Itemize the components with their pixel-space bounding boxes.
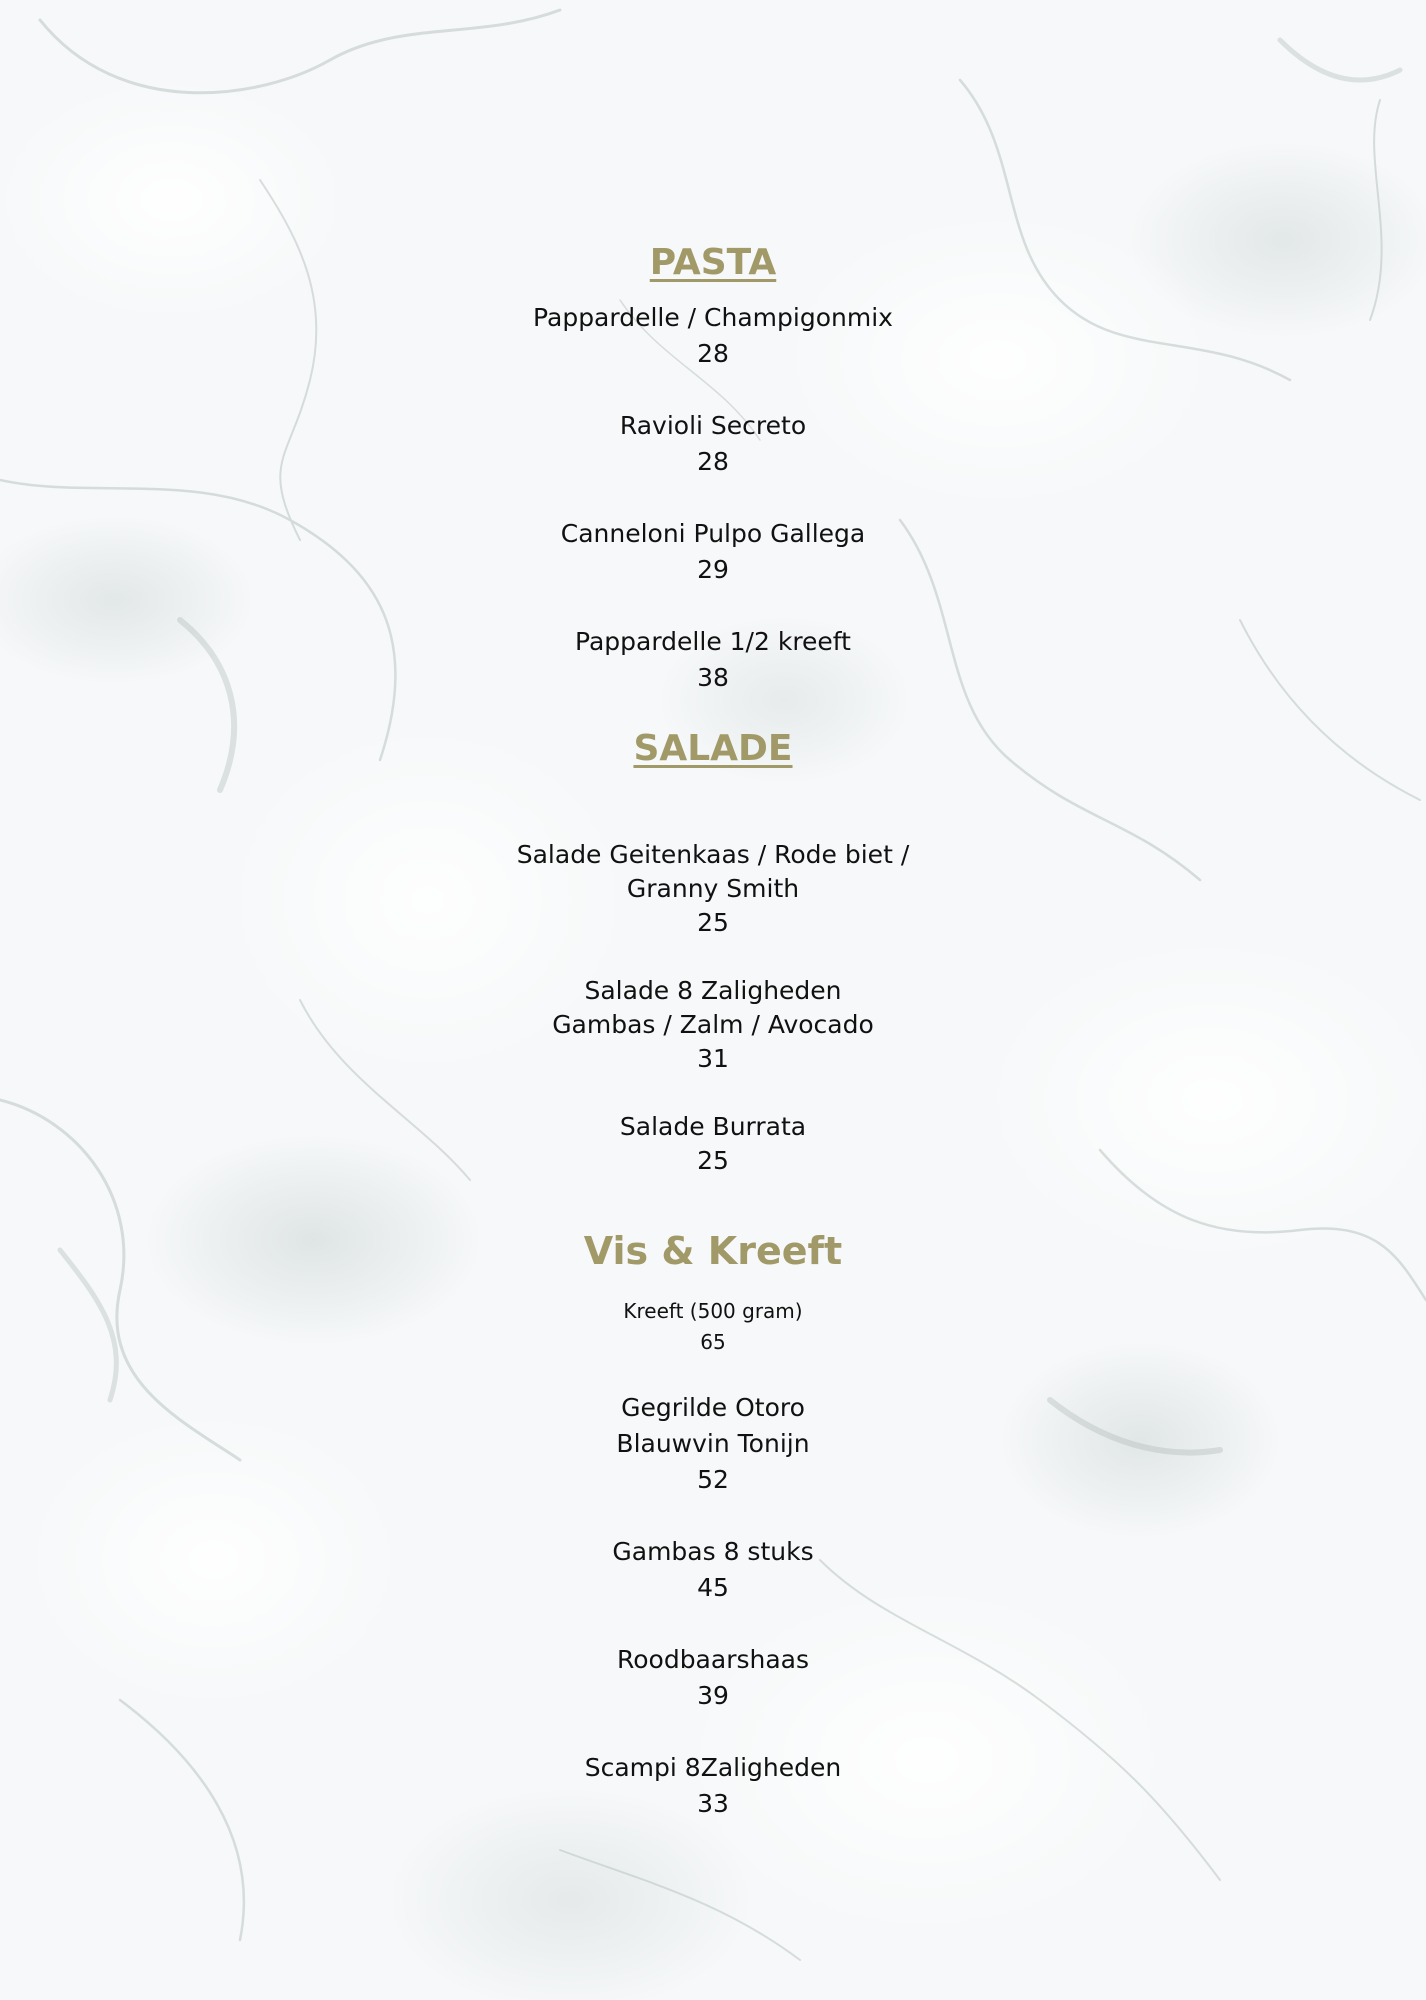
item-name: Pappardelle 1/2 kreeft <box>575 627 851 656</box>
section-title-salade: SALADE <box>633 728 793 769</box>
item-price: 39 <box>697 1681 729 1710</box>
menu-item <box>0 1642 1426 1714</box>
item-name-line: Salade 8 Zaligheden <box>584 976 842 1005</box>
menu-item <box>0 1534 1426 1606</box>
menu <box>0 240 1426 1822</box>
item-name-line: Granny Smith <box>626 874 800 903</box>
section-title-vis-kreeft: Vis & Kreeft <box>583 1229 843 1273</box>
menu-item <box>0 300 1426 372</box>
menu-item <box>0 1296 1426 1358</box>
menu-item <box>0 974 1426 1076</box>
item-name: Pappardelle / Champigonmix <box>533 303 893 332</box>
menu-item <box>0 624 1426 696</box>
item-price: 28 <box>697 339 729 368</box>
item-name: Gambas 8 stuks <box>612 1537 814 1566</box>
section-title-pasta: PASTA <box>649 242 777 283</box>
item-name: Scampi 8Zaligheden <box>584 1753 842 1782</box>
item-price: 45 <box>697 1573 729 1602</box>
item-price: 31 <box>697 1044 729 1073</box>
item-name-line: Blauwvin Tonijn <box>616 1429 810 1458</box>
menu-item <box>0 1750 1426 1822</box>
item-price: 29 <box>697 555 729 584</box>
item-price: 52 <box>697 1465 729 1494</box>
item-name: Roodbaarshaas <box>616 1645 810 1674</box>
item-price: 25 <box>697 908 729 937</box>
item-name-line: Salade Geitenkaas / Rode biet / <box>516 840 910 869</box>
item-price: 33 <box>697 1789 729 1818</box>
menu-item <box>0 1390 1426 1498</box>
menu-item <box>0 1110 1426 1178</box>
item-price: 25 <box>697 1146 729 1175</box>
item-name: Ravioli Secreto <box>619 411 807 440</box>
item-price: 38 <box>697 663 729 692</box>
section-salade <box>0 726 1426 1178</box>
menu-item <box>0 516 1426 588</box>
item-name-line: Gegrilde Otoro <box>621 1393 805 1422</box>
section-pasta <box>0 240 1426 696</box>
item-name: Kreeft (500 gram) <box>623 1299 803 1323</box>
section-vis-kreeft <box>0 1228 1426 1822</box>
item-price: 28 <box>697 447 729 476</box>
item-price: 65 <box>700 1330 726 1354</box>
menu-item <box>0 838 1426 940</box>
item-name: Salade Burrata <box>619 1112 807 1141</box>
item-name: Canneloni Pulpo Gallega <box>560 519 866 548</box>
menu-item <box>0 408 1426 480</box>
item-name-line: Gambas / Zalm / Avocado <box>552 1010 874 1039</box>
